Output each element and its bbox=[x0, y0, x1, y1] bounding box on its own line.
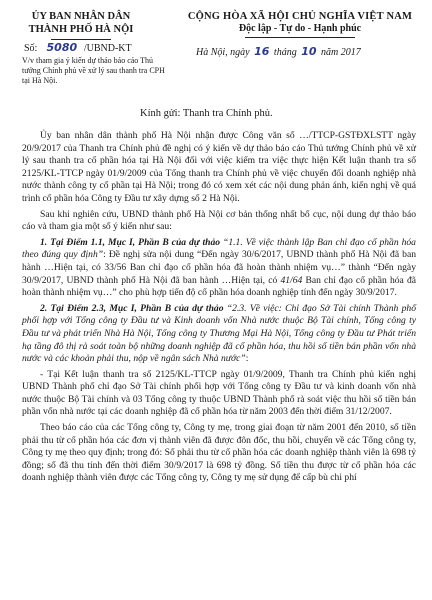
item-1-text-a: : Đề nghị sửa nội dung “Đến ngày 30/6/2017, UBND thành phố Hà Nội đã ban hành …Hiện tại, có 33/56 Ban chỉ đạo cổ phần hóa đã hoàn thành nhiệm vụ…” thành “Đến ngày 30/9/2017, UBND thành phố Hà Nội đã ban hành …Hiện tại, có bbox=[22, 249, 416, 286]
agency-underline bbox=[51, 39, 111, 40]
paragraph-intro: Ủy ban nhân dân thành phố Hà Nội nhận được Công văn số …/TTCP-GSTĐXLSTT ngày 20/9/2017 của Thanh tra Chính phủ đề nghị có ý kiến về dự thảo báo cáo Thủ tướng Chính phủ về xử lý sau thanh tra cổ phần hóa tại Hà Nội đối với việc kiểm tra việc thực hiện Kết luận thanh tra số 2125/KL-TTCP ngày 01/9/2009 của Tổng thanh tra Chính phủ về việc chuyển đổi doanh nghiệp nhà nước thành công ty cổ phần tại Hà Nội; trong đó có xem xét các nội dung phản ánh, kiến nghị về quá trình cổ phần hóa Công ty Đầu tư xây dựng số 2 Hà Nội. bbox=[22, 130, 416, 204]
item-1-figure: 41/64 bbox=[280, 274, 303, 286]
date-year: năm 2017 bbox=[321, 47, 361, 58]
document-number-value: 5080 bbox=[46, 41, 78, 54]
item-2-heading: 2. Tại Điểm 2.3, Mục I, Phần B của dự thảo bbox=[40, 302, 224, 314]
document-number-suffix: /UBND-KT bbox=[83, 43, 132, 54]
item-1-heading: 1. Tại Điểm 1.1, Mục I, Phần B của dự thảo bbox=[40, 236, 221, 248]
item-2-quote: “2.3. Về việc: Chỉ đạo Sở Tài chính Thành phố phối hợp với Tổng công ty Đầu tư và Kinh doanh vốn Nhà nước thuộc Bộ Tài chính, Tổng công ty Đầu tư và phát triển Nhà Hà Nội, Tổng công ty Thương Mại Hà Nội, Tổng công ty Đầu tư Phát triển hạ tầng đô thị rà soát toàn bộ những doanh nghiệp đã cổ phần hóa, thu hồi số tiền bán phần vốn nhà nước và các khoản phải thu, nộp về ngân sách Nhà nước” bbox=[22, 302, 416, 365]
paragraph-report: Theo báo cáo của các Tổng công ty, Công ty mẹ, trong giai đoạn từ năm 2001 đến 2010, số tiền phải thu từ cổ phần hóa các đơn vị thành viên đã được đôn đốc, thu hồi, chuyển về các Tổng công ty, Công ty mẹ theo quy định; trong đó: Số phải thu từ cổ phần hóa các doanh nghiệp thành viên là 698 tỷ đồng; số đã thu tính đến thời điểm 30/9/2017 là 698 tỷ đồng. Số tiền thu được từ cổ phần hóa các doanh nghiệp thành viên được các Tổng công ty, Công ty mẹ sử dụng để cấp bù chi phí bbox=[22, 422, 416, 484]
national-header bbox=[180, 10, 420, 38]
issuing-agency-header bbox=[22, 10, 140, 40]
date-prefix: Hà Nội, ngày bbox=[196, 47, 250, 58]
paragraph-item-1 bbox=[22, 237, 416, 300]
paragraph-conclusion-ref: - Tại Kết luận thanh tra số 2125/KL-TTCP ngày 01/9/2009, Thanh tra Chính phủ kiến nghị UBND Thành phố chỉ đạo Sở Tài chính phối hợp với Tổng công ty Đầu tư và kinh doanh vốn nhà nước thuộc Bộ Tài chính và 03 Tổng công ty thuộc UBND Thành phố rà soát việc thu hồi số tiền bán phần vốn nhà nước tại các doanh nghiệp đã cổ phần hóa từ năm 2003 đến thời điểm 31/12/2007. bbox=[22, 368, 416, 418]
motto-underline bbox=[245, 37, 355, 38]
document-number bbox=[24, 42, 132, 55]
nation-motto: Độc lập - Tự do - Hạnh phúc bbox=[238, 23, 362, 34]
paragraph-summary: Sau khi nghiên cứu, UBND thành phố Hà Nội cơ bản thống nhất bố cục, nội dung dự thảo báo cáo và tham gia một số ý kiến như sau: bbox=[22, 208, 416, 233]
item-2-tail: : bbox=[245, 353, 249, 365]
agency-name-line1: ỦY BAN NHÂN DÂN bbox=[31, 11, 131, 22]
nation-title: CỘNG HÒA XÃ HỘI CHỦ NGHĨA VIỆT NAM bbox=[187, 11, 413, 22]
recipient-line: Kính gửi: Thanh tra Chính phủ. bbox=[140, 108, 273, 119]
document-body bbox=[22, 130, 416, 488]
document-number-label: Số: bbox=[24, 43, 38, 54]
date-day: 16 bbox=[254, 45, 270, 58]
item-1-quote: “1.1. Về việc thành lập Ban chỉ đạo cổ phần hóa theo đúng quy định” bbox=[22, 236, 416, 261]
item-1-text-c: Ban chỉ đạo cổ phần hóa đã hoàn thành nhiệm vụ…” cho phù hợp tiến độ cổ phần hóa doanh nghiệp tính đến ngày 30/9/2017. bbox=[22, 274, 416, 299]
date-month: 10 bbox=[301, 45, 317, 58]
document-subject: V/v tham gia ý kiến dự thảo báo cáo Thủ tướng Chính phủ về xử lý sau thanh tra CPH tại Hà Nội. bbox=[22, 56, 165, 85]
document-date bbox=[196, 46, 426, 59]
date-month-label: tháng bbox=[273, 47, 297, 58]
paragraph-item-2 bbox=[22, 303, 416, 366]
agency-name-line2: THÀNH PHỐ HÀ NỘI bbox=[28, 24, 134, 35]
